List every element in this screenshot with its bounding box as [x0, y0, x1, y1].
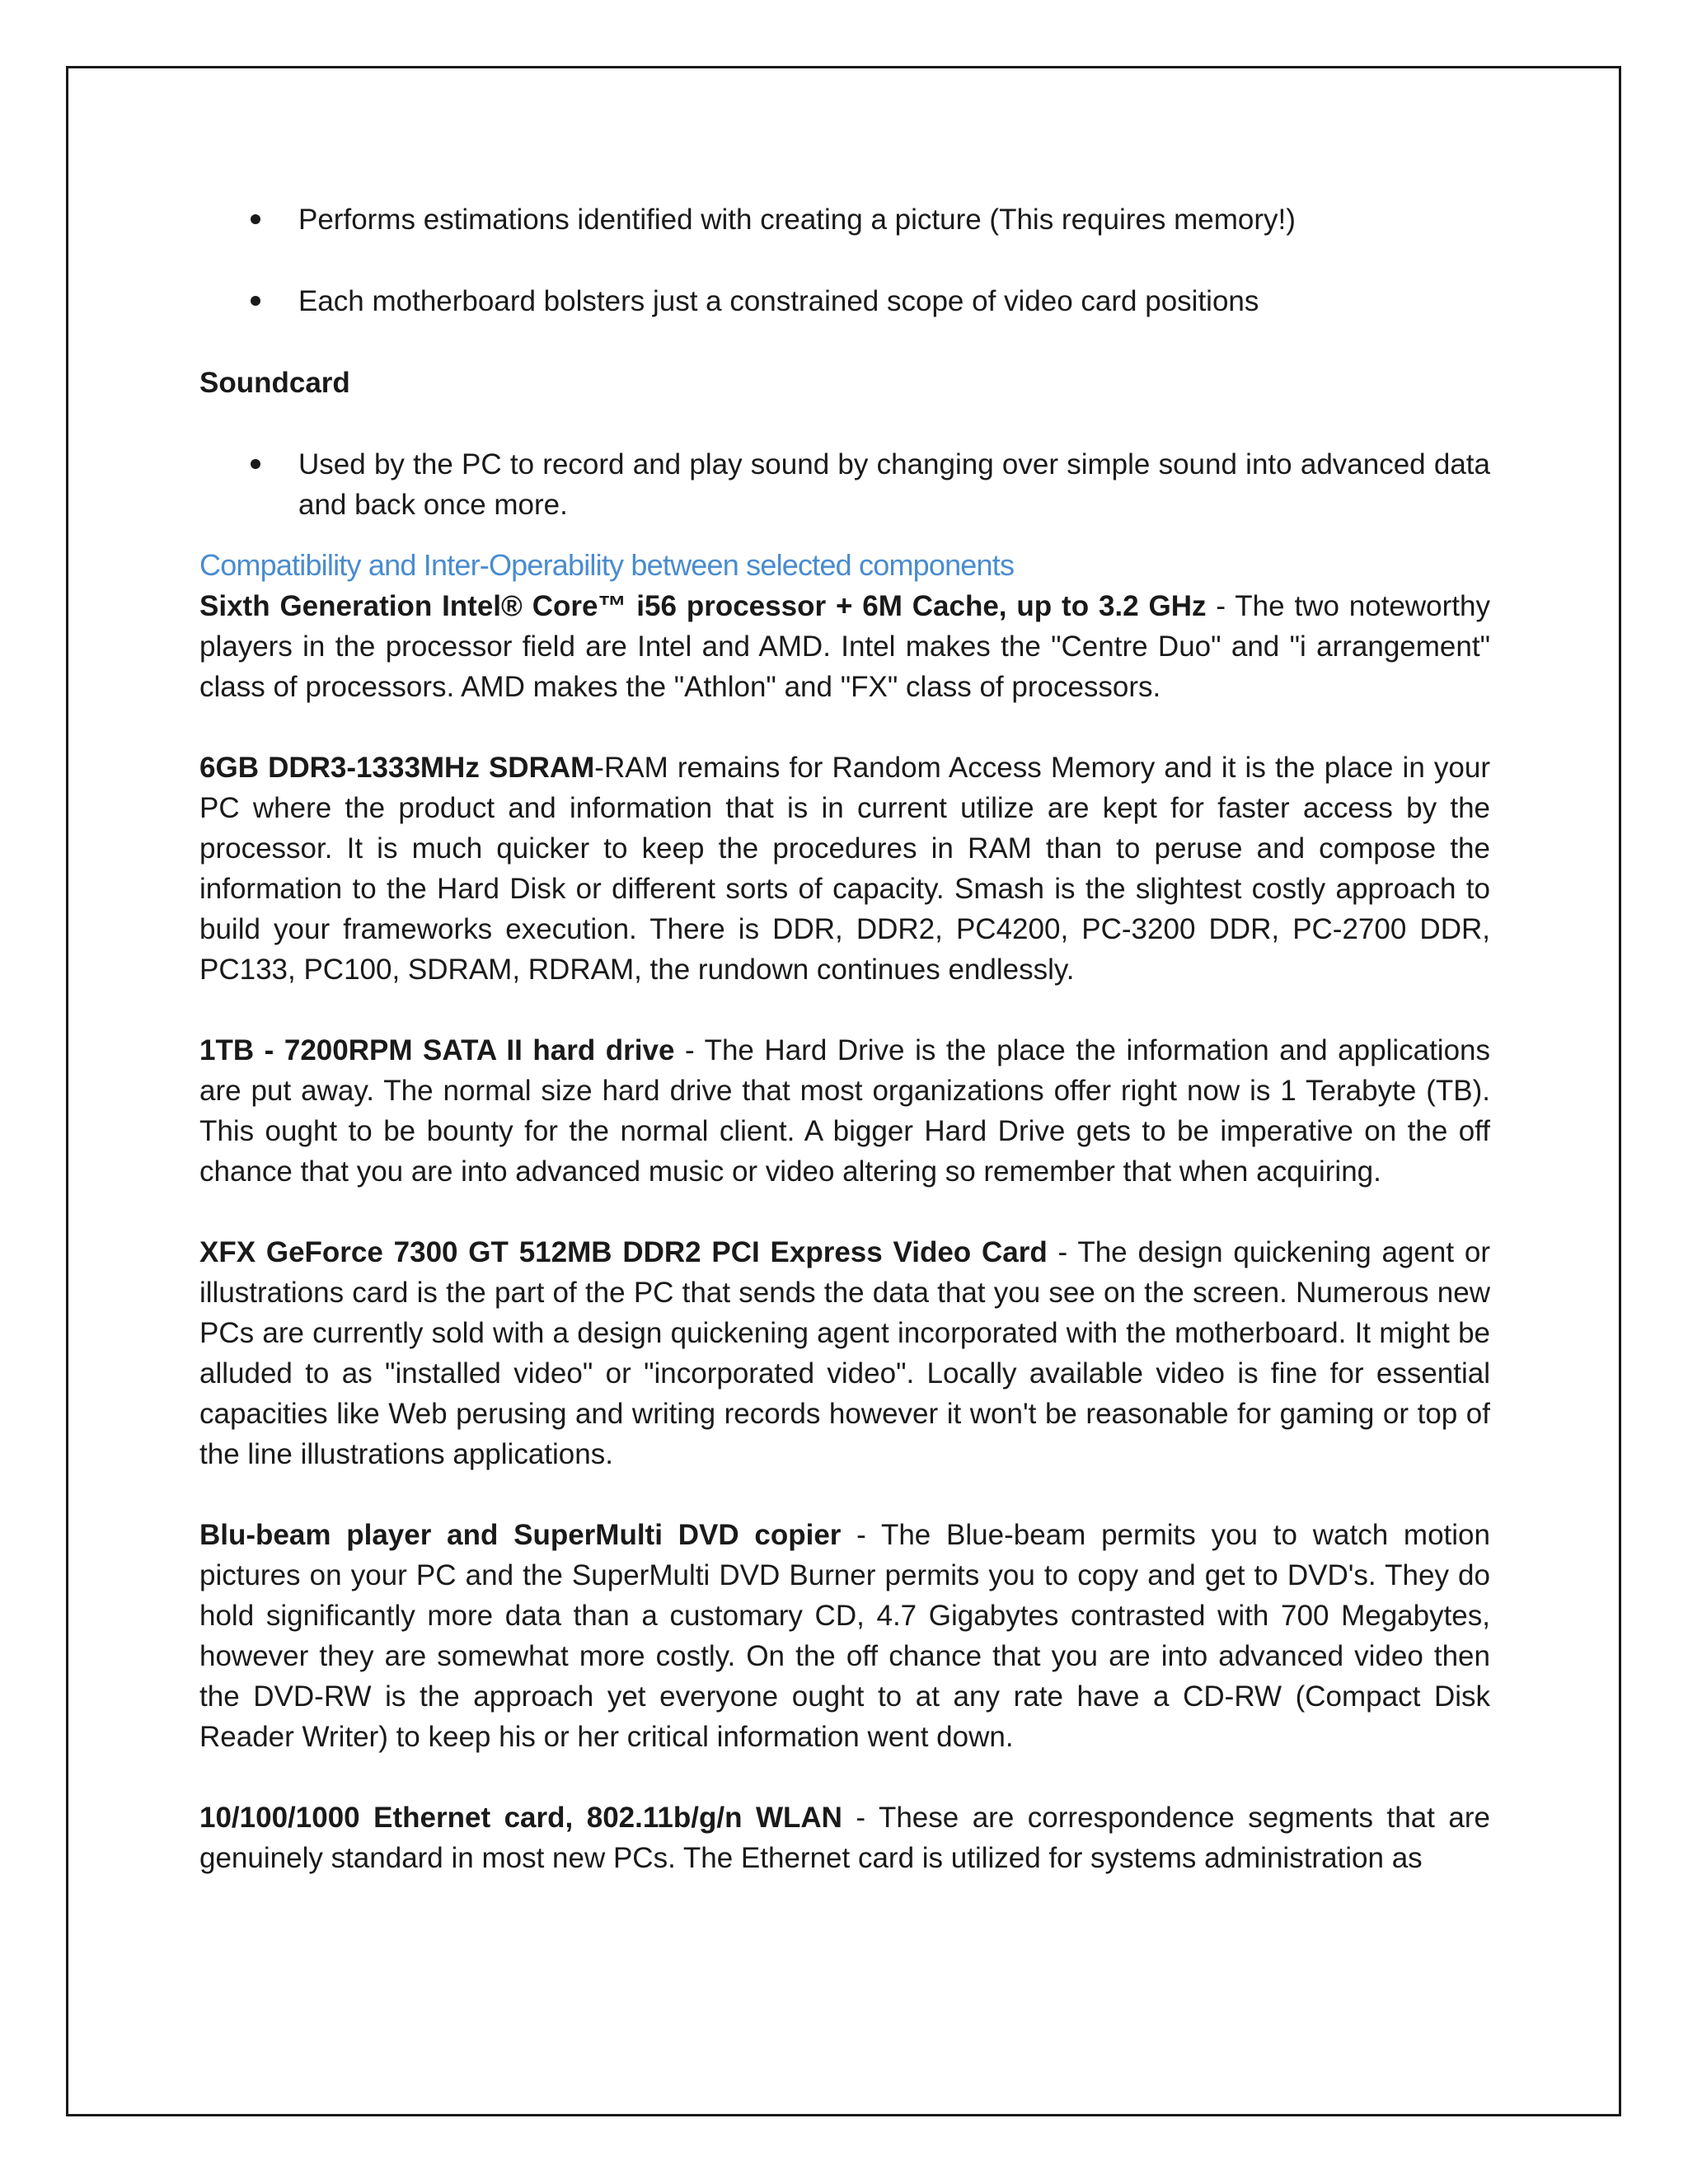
paragraph-lead: Sixth Generation Intel® Core™ i56 processor + 6M Cache, up to 3.2 GHz	[199, 590, 1207, 622]
paragraph-processor	[199, 586, 1490, 707]
paragraph-body: - The Blue-beam permits you to watch motion pictures on your PC and the SuperMulti DVD Burner permits you to copy and get to DVD's. They do hold significantly more data than a customary CD, 4.7 Gigabytes contrasted with 700 Megabytes, however they are somewhat more costly. On the off chance that you are into advanced video then the DVD-RW is the approach yet everyone ought to at any rate have a CD-RW (Compact Disk Reader Writer) to keep his or her critical information went down.	[199, 1519, 1490, 1753]
paragraph-body: - The Hard Drive is the place the information and applications are put away. The normal size hard drive that most organizations offer right now is 1 Terabyte (TB). This ought to be bounty for the normal client. A bigger Hard Drive gets to be imperative on the off chance that you are into advanced music or video altering so remember that when acquiring.	[199, 1034, 1490, 1188]
paragraph-ram	[199, 748, 1490, 990]
paragraph-body: - The two noteworthy players in the processor field are Intel and AMD. Intel makes the "Centre Duo" and "i arrangement" class of processors. AMD makes the "Athlon" and "FX" class of processors.	[199, 590, 1490, 703]
paragraph-hard-drive	[199, 1030, 1490, 1192]
paragraph-lead: 6GB DDR3-1333MHz SDRAM	[199, 752, 595, 784]
paragraph-lead: 10/100/1000 Ethernet card, 802.11b/g/n WLAN	[199, 1802, 842, 1834]
paragraph-network	[199, 1797, 1490, 1878]
paragraph-body: -RAM remains for Random Access Memory and it is the place in your PC where the product and information that is in current utilize are kept for faster access by the processor. It is much quicker to keep the procedures in RAM than to peruse and compose the information to the Hard Disk or different sorts of capacity. Smash is the slightest costly approach to build your frameworks execution. There is DDR, DDR2, PC4200, PC-3200 DDR, PC-2700 DDR, PC133, PC100, SDRAM, RDRAM, the rundown continues endlessly.	[199, 752, 1490, 986]
paragraph-optical-drive	[199, 1515, 1490, 1757]
list-item: Performs estimations identified with creating a picture (This requires memory!)	[199, 199, 1490, 240]
soundcard-heading: Soundcard	[199, 367, 350, 399]
document-body	[199, 199, 1490, 1919]
bullet-list-top	[199, 199, 1490, 321]
paragraph-lead: Blu-beam player and SuperMulti DVD copier	[199, 1519, 842, 1551]
paragraph-body: - The design quickening agent or illustrations card is the part of the PC that sends the data that you see on the screen. Numerous new PCs are currently sold with a design quickening agent incorporated with the motherboard. It might be alluded to as "installed video" or "incorporated video". Locally available video is fine for essential capacities like Web perusing and writing records however it won't be reasonable for gaming or top of the line illustrations applications.	[199, 1236, 1490, 1470]
paragraph-lead: 1TB - 7200RPM SATA II hard drive	[199, 1034, 675, 1066]
bullet-list-soundcard	[199, 444, 1490, 525]
compatibility-heading: Compatibility and Inter-Operability between selected components	[199, 548, 1015, 582]
paragraph-lead: XFX GeForce 7300 GT 512MB DDR2 PCI Express Video Card	[199, 1236, 1048, 1268]
list-item: Each motherboard bolsters just a constrained scope of video card positions	[199, 281, 1490, 321]
paragraph-video-card	[199, 1232, 1490, 1474]
paragraph-body: - These are correspondence segments that are genuinely standard in most new PCs. The Ethernet card is utilized for systems administration as	[199, 1802, 1490, 1874]
list-item: Used by the PC to record and play sound by changing over simple sound into advanced data and back once more.	[199, 444, 1490, 525]
